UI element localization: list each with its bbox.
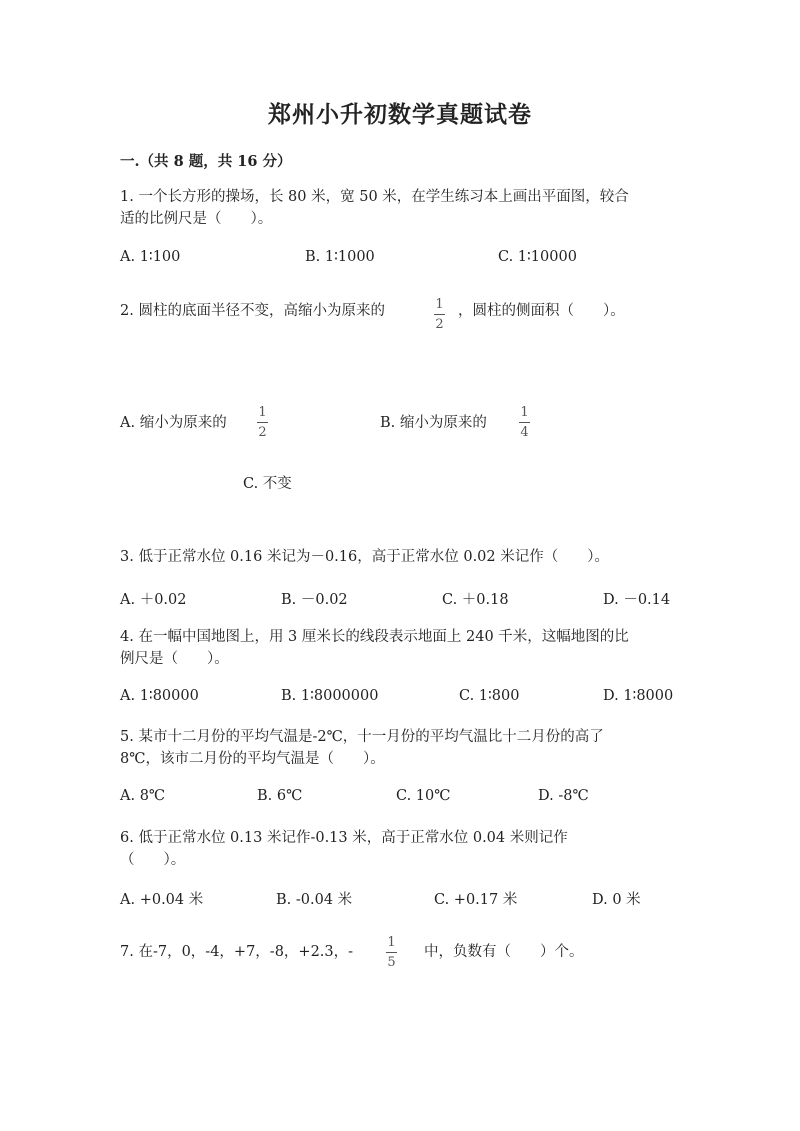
- question-1-option-c: C. 1∶10000: [498, 249, 577, 265]
- question-5-line-1: 5. 某市十二月份的平均气温是-2℃，十一月份的平均气温比十二月份的高了: [120, 729, 604, 745]
- question-4-option-d: D. 1∶8000: [603, 688, 674, 704]
- fraction-numerator: 1: [258, 405, 267, 420]
- fraction-numerator: 1: [387, 935, 396, 950]
- fraction-numerator: 1: [520, 405, 529, 420]
- question-7-text-before: 7. 在-7，0，-4，+7，-8，+2.3，-: [120, 944, 354, 960]
- question-2-text-after: ，圆柱的侧面积（ ）。: [458, 303, 625, 319]
- question-4-option-a: A. 1∶80000: [120, 688, 199, 704]
- question-4-option-b: B. 1∶8000000: [281, 688, 379, 704]
- fraction-numerator: 1: [435, 297, 444, 312]
- question-4-option-c: C. 1∶800: [459, 688, 520, 704]
- question-2-option-c: C. 不变: [243, 476, 292, 492]
- page-title: 郑州小升初数学真题试卷: [268, 101, 532, 128]
- question-3-option-d: D. －0.14: [603, 592, 671, 608]
- question-5-line-2: 8℃，该市二月份的平均气温是（ ）。: [120, 751, 385, 767]
- question-1-line-2: 适的比例尺是（ ）。: [120, 211, 273, 227]
- fraction-denominator: 5: [387, 955, 396, 970]
- section-heading: 一.（共 8 题，共 16 分）: [120, 153, 292, 170]
- question-6-option-b: B. -0.04 米: [276, 892, 353, 908]
- question-2-option-b-fraction: [519, 405, 530, 440]
- question-1-option-a: A. 1∶100: [120, 249, 181, 265]
- fraction-denominator: 2: [258, 425, 267, 440]
- question-6-option-c: C. +0.17 米: [434, 892, 518, 908]
- fraction-bar: [519, 422, 530, 423]
- question-7-fraction: [386, 935, 397, 970]
- question-3-option-a: A. ＋0.02: [120, 592, 187, 608]
- fraction-bar: [386, 952, 397, 953]
- question-2-option-a: A. 缩小为原来的: [120, 415, 227, 431]
- question-3-text: 3. 低于正常水位 0.16 米记为－0.16，高于正常水位 0.02 米记作（ ）。: [120, 549, 609, 565]
- question-2-fraction: [434, 297, 445, 332]
- question-5-option-d: D. -8℃: [538, 788, 589, 804]
- question-1-option-b: B. 1∶1000: [305, 249, 375, 265]
- fraction-denominator: 2: [435, 317, 444, 332]
- question-6-line-2: （ ）。: [120, 852, 186, 868]
- question-6-option-d: D. 0 米: [592, 892, 641, 908]
- question-2-text-before: 2. 圆柱的底面半径不变，高缩小为原来的: [120, 303, 385, 319]
- question-3-option-b: B. －0.02: [281, 592, 348, 608]
- question-5-option-b: B. 6℃: [257, 788, 303, 804]
- question-5-option-c: C. 10℃: [396, 788, 451, 804]
- question-4-line-1: 4. 在一幅中国地图上，用 3 厘米长的线段表示地面上 240 千米，这幅地图的比: [120, 629, 629, 645]
- question-6-option-a: A. +0.04 米: [120, 892, 204, 908]
- question-1-line-1: 1. 一个长方形的操场，长 80 米，宽 50 米，在学生练习本上画出平面图，较合: [120, 189, 629, 205]
- fraction-bar: [257, 422, 268, 423]
- question-4-line-2: 例尺是（ ）。: [120, 651, 229, 667]
- question-3-option-c: C. ＋0.18: [442, 592, 509, 608]
- question-6-line-1: 6. 低于正常水位 0.13 米记作-0.13 米，高于正常水位 0.04 米则记作: [120, 830, 568, 846]
- question-7-text-after: 中，负数有（ ）个。: [424, 944, 584, 960]
- fraction-denominator: 4: [520, 425, 529, 440]
- question-2-option-a-fraction: [257, 405, 268, 440]
- question-2-option-b: B. 缩小为原来的: [380, 415, 487, 431]
- question-5-option-a: A. 8℃: [120, 788, 166, 804]
- fraction-bar: [434, 314, 445, 315]
